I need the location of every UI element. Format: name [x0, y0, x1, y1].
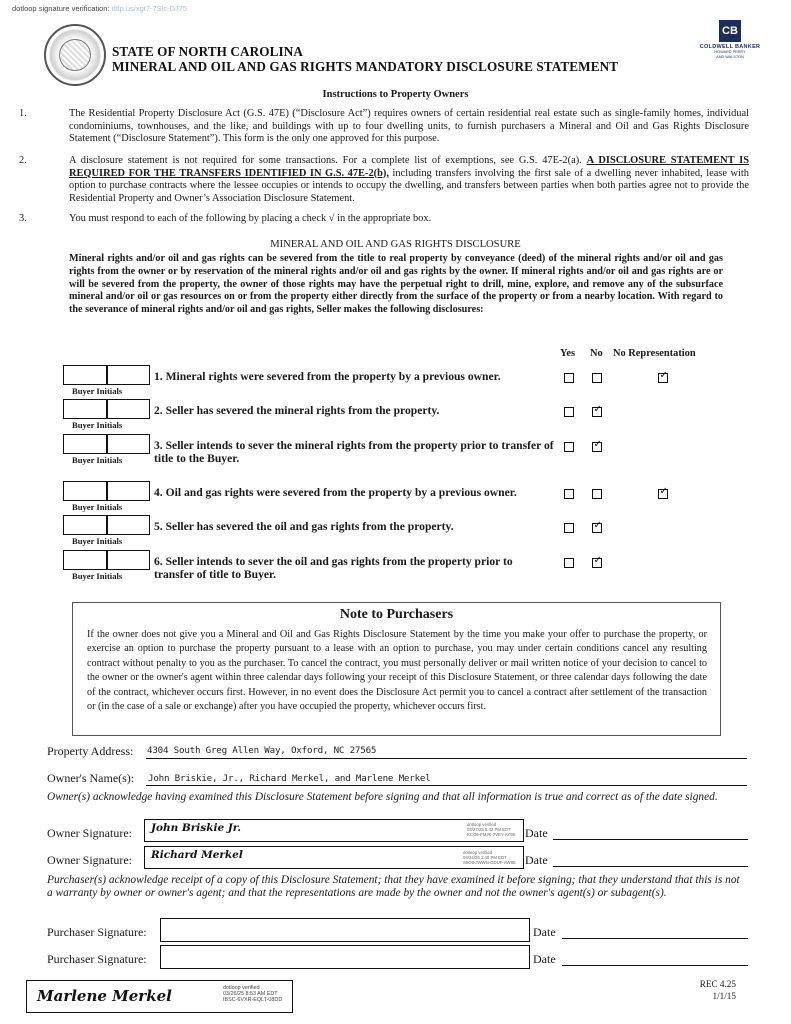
page-title — [112, 44, 618, 74]
checkbox-yes[interactable] — [564, 407, 574, 417]
instruction-num: 1. — [19, 108, 27, 119]
owners-name-label: Owner's Name(s): — [47, 771, 135, 785]
question-row-4 — [0, 481, 791, 517]
ver-line: 03/24/25 1:40 PM EDT — [463, 855, 507, 860]
question-row-5 — [0, 515, 791, 551]
check-icon: ✓ — [593, 520, 602, 531]
check-icon: ✓ — [593, 555, 602, 566]
owners-name-line — [146, 785, 747, 786]
form-code — [700, 978, 736, 1002]
coldwell-banker-logo-icon — [690, 20, 770, 59]
question-row-2 — [0, 399, 791, 435]
instruction-item-3 — [19, 213, 749, 226]
owner-acknowledgment: Owner(s) acknowledge having examined this Disclosure Statement before signing and that all information is true and correct as of the date signed. — [47, 791, 718, 803]
ver-line: KCO6-FMJK-7VEY-AY95 — [467, 832, 515, 837]
buyer-initials-input[interactable] — [63, 515, 150, 535]
buyer-initials-label: Buyer Initials — [72, 571, 123, 581]
owner-date-label-1: Date — [525, 826, 548, 840]
purchaser-date-label-2: Date — [533, 952, 556, 966]
purchaser-date-label-1: Date — [533, 925, 556, 939]
dotloop-verification-bar — [12, 4, 187, 13]
note-title: Note to Purchasers — [339, 607, 454, 622]
instruction-text: You must respond to each of the following by placing a check √ in the appropriate box. — [69, 213, 432, 224]
title-state: STATE OF NORTH CAROLINA — [112, 44, 303, 59]
buyer-initials-label: Buyer Initials — [72, 386, 123, 396]
column-no: No — [590, 348, 603, 359]
check-icon: ✓ — [593, 439, 602, 450]
property-address-line — [146, 758, 747, 759]
initials-divider — [106, 551, 108, 569]
buyer-initials-input[interactable] — [63, 550, 150, 570]
buyer-initials-input[interactable] — [63, 365, 150, 385]
buyer-initials-input[interactable] — [63, 399, 150, 419]
question-text: 3. Seller intends to sever the mineral rights from the property prior to transfer of title to the Buyer. — [154, 439, 554, 466]
ver-line: dotloop verified — [463, 850, 493, 855]
purchaser-signature-field-1[interactable] — [160, 918, 530, 942]
disclosure-title: MINERAL AND OIL AND GAS RIGHTS DISCLOSURE — [270, 239, 521, 250]
instruction-emphasis: A DISCLOSURE STATEMENT IS REQUIRED FOR THE TRANSFERS IDENTIFIED IN G.S. 47E-2(b), — [69, 155, 749, 179]
signature-john-briskie: John Briskie Jr. — [151, 822, 241, 834]
brand-sub2: AND WALSTON — [716, 54, 744, 59]
checkbox-no[interactable] — [592, 439, 602, 452]
disclosure-intro: Mineral rights and/or oil and gas rights can be severed from the title to real property by conveyance (deed) of the mineral rights and/or oil and gas rights from the owner or by reservation of the mineral rights and/or oil and gas rights by the owner. If mineral rights and/or oil and gas rights are or will be severed from the property, the owner of those rights may have the perpetual right to drill, mine, explore, and remove any of the subsurface mineral and/or oil or gas resources on or from the property either directly from the surface of the property or from a nearby location. With regard to the severance of mineral rights and/or oil and gas rights, Seller makes the following disclosures: — [69, 253, 723, 316]
instruction-item-1 — [19, 108, 749, 146]
owner-signature-field-3[interactable] — [26, 980, 293, 1013]
buyer-initials-label: Buyer Initials — [72, 536, 123, 546]
initials-divider — [106, 435, 108, 453]
form-date: 1/1/15 — [712, 991, 736, 1001]
owner-date-label-2: Date — [525, 853, 548, 867]
ver-line: IBSC-6VXR-EQLT-08DD — [223, 997, 283, 1004]
seal-center — [59, 39, 91, 71]
purchaser-signature-label-2: Purchaser Signature: — [47, 952, 147, 966]
verification-label: dotloop signature verification: — [12, 4, 110, 13]
checkbox-no[interactable] — [592, 404, 602, 417]
instructions-title: Instructions to Property Owners — [322, 89, 469, 100]
question-text: 5. Seller has severed the oil and gas rights from the property. — [154, 520, 454, 533]
buyer-initials-label: Buyer Initials — [72, 502, 123, 512]
checkbox-no[interactable] — [592, 555, 602, 568]
note-body: If the owner does not give you a Mineral and Oil and Gas Rights Disclosure Statement by the time you make your offer to purchase the property, or exercise an option to purchase the property pursuant to a lease with an option to purchase, you may under certain conditions cancel any resulting contract without penalty to you as the purchaser. To cancel the contract, you must personally deliver or mail written notice of your decision to cancel to the owner or the owner's agent within three calendar days following your receipt of this Disclosure Statement, or three calendar days following the date of the contract, whichever occurs first. However, in no event does the Disclosure Act permit you to cancel a contract after settlement of the transaction or (in the case of a sale or exchange) after you have occupied the property, whichever occurs first. — [87, 629, 707, 713]
purchaser-date-field-1[interactable] — [562, 938, 748, 939]
ver-line: dotloop verified — [467, 822, 497, 827]
instruction-text — [69, 155, 749, 205]
checkbox-no-representation[interactable] — [658, 486, 668, 499]
dotloop-verification-stamp — [467, 822, 515, 837]
instruction-num: 3. — [19, 213, 27, 224]
buyer-initials-label: Buyer Initials — [72, 455, 123, 465]
property-address-label: Property Address: — [47, 744, 134, 758]
owner-signature-label-1: Owner Signature: — [47, 826, 132, 840]
instruction-text-part: A disclosure statement is not required for some transactions. For a complete list of exemptions, see G.S. 47E-2(a). — [69, 155, 587, 166]
check-icon: ✓ — [659, 370, 668, 381]
brand-sub1: HOWARD PERRY — [714, 50, 746, 54]
instruction-text-part: including transfers involving the first sale of a dwelling never inhabited, lease with option to purchase contracts where the lessee occupies or intends to occupy the dwelling, and transfers between parties when both parties agree not to provide the Residential Property and Owner’s Association Disclosure Statement. — [69, 167, 749, 204]
owner-signature-field-2[interactable] — [144, 846, 524, 869]
initials-divider — [106, 400, 108, 418]
initials-divider — [106, 516, 108, 534]
property-address-field[interactable]: 4304 South Greg Allen Way, Oxford, NC 27565 — [147, 745, 377, 756]
form-number: REC 4.25 — [699, 979, 736, 989]
checkbox-no-representation[interactable] — [658, 370, 668, 383]
buyer-initials-input[interactable] — [63, 481, 150, 501]
owner-date-field-1[interactable] — [553, 839, 748, 840]
initials-divider — [106, 366, 108, 384]
ver-line: 03/26/25 8:53 AM EDT — [223, 991, 278, 998]
question-text: 2. Seller has severed the mineral rights from the property. — [154, 404, 440, 417]
purchaser-acknowledgment: Purchaser(s) acknowledge receipt of a copy of this Disclosure Statement; that they have examined it before signing; that they understand that this is not a warranty by owner or owner's agent; and that the representations are made by the owner and not the owner's agent(s) or subagent(s). — [47, 874, 740, 900]
checkbox-yes[interactable] — [564, 373, 574, 383]
owner-signature-label-2: Owner Signature: — [47, 853, 132, 867]
signature-richard-merkel: Richard Merkel — [151, 849, 243, 861]
instruction-text: The Residential Property Disclosure Act (G.S. 47E) (“Disclosure Act”) requires owners of certain residential real estate such as single-family homes, individual condominiums, townhouses, and the like, and buildings with up to four dwelling units, to furnish purchasers a Mineral and Oil and Gas Rights Disclosure Statement (“Disclosure Statement”). This form is the only one approved for this purpose. — [69, 108, 749, 145]
checkbox-yes[interactable] — [564, 558, 574, 568]
question-row-6 — [0, 550, 791, 586]
ver-line: 03/27/25 6:42 PM EDT — [467, 827, 511, 832]
nc-seal-icon — [44, 24, 106, 86]
purchaser-date-field-2[interactable] — [562, 965, 748, 966]
checkbox-no[interactable] — [592, 489, 602, 499]
checkbox-no[interactable] — [592, 373, 602, 383]
instruction-item-2 — [19, 155, 749, 205]
brand-name: COLDWELL BANKER — [699, 44, 761, 50]
dotloop-verification-stamp — [223, 985, 282, 1004]
question-row-3 — [0, 434, 791, 470]
question-text: 1. Mineral rights were severed from the property by a previous owner. — [154, 370, 501, 383]
checkbox-yes[interactable] — [564, 523, 574, 533]
purchaser-signature-field-2[interactable] — [160, 945, 530, 969]
note-to-purchasers-box — [72, 602, 721, 736]
owner-signature-field-1[interactable] — [144, 819, 524, 842]
title-form: MINERAL AND OIL AND GAS RIGHTS MANDATORY DISCLOSURE STATEMENT — [112, 59, 619, 74]
check-icon: ✓ — [659, 486, 668, 497]
instruction-num: 2. — [19, 155, 27, 166]
column-no-representation: No Representation — [613, 348, 696, 359]
buyer-initials-input[interactable] — [63, 434, 150, 454]
owner-date-field-2[interactable] — [553, 866, 748, 867]
checkbox-yes[interactable] — [564, 489, 574, 499]
owners-name-field[interactable]: John Briskie, Jr., Richard Merkel, and Marlene Merkel — [148, 773, 431, 784]
check-icon: ✓ — [593, 404, 602, 415]
ver-line: S5O6-JWWN-GDUF-AW8E — [463, 860, 516, 865]
buyer-initials-label: Buyer Initials — [72, 420, 123, 430]
verification-link[interactable]: dtlp.us/xgt7-7Slc-DJ75 — [111, 4, 188, 13]
purchaser-signature-label-1: Purchaser Signature: — [47, 925, 147, 939]
checkbox-no[interactable] — [592, 520, 602, 533]
dotloop-verification-stamp — [463, 850, 516, 865]
ver-line: dotloop verified — [223, 985, 260, 991]
checkbox-yes[interactable] — [564, 442, 574, 452]
question-text: 4. Oil and gas rights were severed from the property by a previous owner. — [154, 486, 517, 499]
signature-marlene-merkel: Marlene Merkel — [37, 987, 172, 1005]
question-text: 6. Seller intends to sever the oil and gas rights from the property prior to transfer of title to Buyer. — [154, 555, 513, 582]
column-yes: Yes — [560, 348, 576, 359]
question-row-1 — [0, 365, 791, 401]
initials-divider — [106, 482, 108, 500]
cb-mark: CB — [719, 20, 741, 42]
